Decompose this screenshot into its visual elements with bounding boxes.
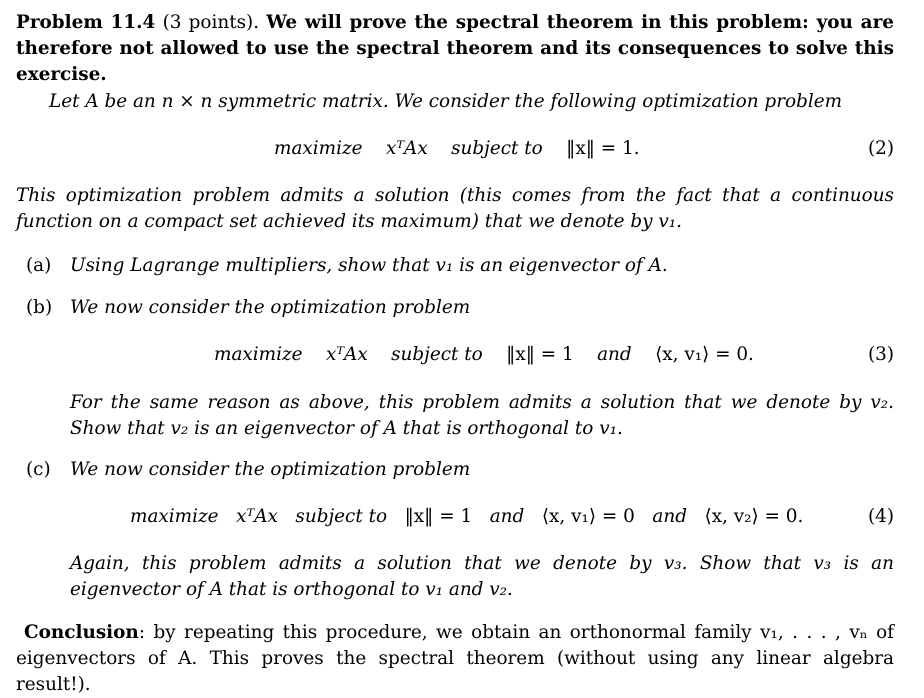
eq2-maximize: maximize <box>274 138 363 159</box>
eq2-subject-to: subject to <box>451 138 543 159</box>
part-c-text: Again, this problem admits a solution that we denote by v₃. Show that v₃ is an eigenvector of A that is orthogonal to v₁ and v₂. <box>70 553 894 600</box>
solution-note: This optimization problem admits a solution (this comes from the fact that a continuous function on a compact set achieved its maximum) that we denote by v₁. <box>16 185 894 232</box>
eq2-objective: xᵀAx <box>385 138 428 159</box>
conclusion-label: Conclusion <box>24 622 139 643</box>
problem-header <box>16 10 894 88</box>
equation-2 <box>16 136 894 162</box>
equation-4: maximize xᵀAx subject to ‖x‖ = 1 and ⟨x, v₁⟩ = 0 and ⟨x, v₂⟩ = 0. (4) <box>16 504 894 530</box>
problem-title: Problem 11.4 <box>16 12 156 33</box>
part-b-label: (b) <box>26 297 53 318</box>
part-a-text: Using Lagrange multipliers, show that v₁ is an eigenvector of A. <box>70 255 668 276</box>
part-b-text: For the same reason as above, this problem admits a solution that we denote by v₂. Show that v₂ is an eigenvector of A that is orthogonal to v₁. <box>70 392 894 439</box>
part-c-label: (c) <box>26 459 51 480</box>
equation-3: maximize xᵀAx subject to ‖x‖ = 1 and ⟨x, v₁⟩ = 0. (3) <box>16 342 894 368</box>
part-a-label: (a) <box>26 255 52 276</box>
eq2-constraint: ‖x‖ = 1. <box>566 138 640 159</box>
conclusion-text: : by repeating this procedure, we obtain an orthonormal family v₁, . . . , vₙ of eigenvectors of A. This proves the spectral theorem (without using any linear algebra result!). <box>16 622 894 695</box>
problem-statement: Let A be an n × n symmetric matrix. We consider the following optimization problem <box>49 91 843 112</box>
eq3-number: (3) <box>867 344 894 365</box>
conclusion <box>16 620 894 698</box>
problem-intro: We will prove the spectral theorem in this problem: you are therefore not allowed to use the spectral theorem and its consequences to solve this exercise. <box>16 12 894 85</box>
eq4-number: (4) <box>867 506 894 527</box>
eq2-number: (2) <box>867 138 894 159</box>
problem-points: (3 points). <box>162 12 260 33</box>
